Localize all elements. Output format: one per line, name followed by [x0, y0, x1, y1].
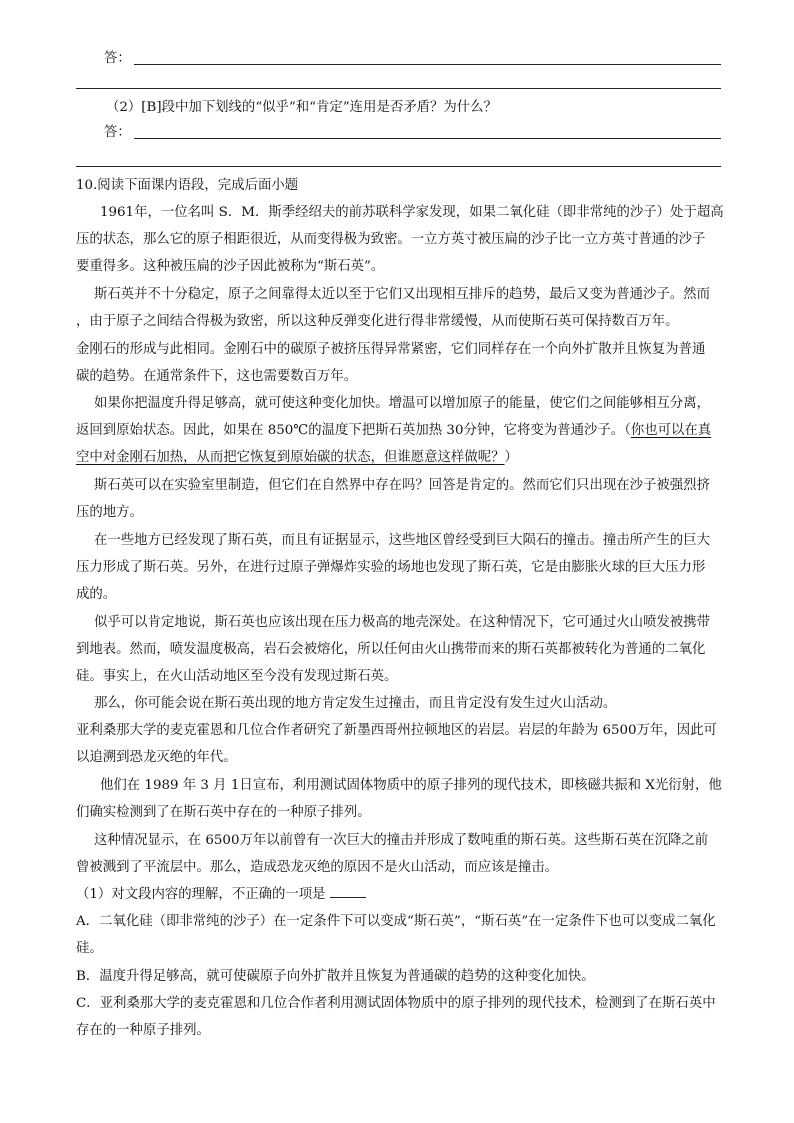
passage-line: ，由于原子之间结合得极为致密，所以这种反弹变化进行得非常缓慢，从而使斯石英可保持数百万年。 [76, 314, 679, 329]
answer-blank-3[interactable] [134, 138, 721, 139]
option-a-line: A．二氧化硅（即非常纯的沙子）在一定条件下可以变成“斯石英”，“斯石英”在一定条件下也可以变成二氧化 [76, 914, 716, 929]
passage-line: 压的地方。 [76, 505, 143, 520]
passage-line: 曾被溅到了平流层中。那么，造成恐龙灭绝的原因不是火山活动，而应该是撞击。 [76, 860, 559, 875]
answer-blank-choice[interactable] [330, 885, 366, 898]
passage-line: 在一些地方已经发现了斯石英，而且有证据显示，这些地区曾经受到巨大陨石的撞击。撞击所产生的巨大 [94, 533, 710, 548]
passage-line: 压力形成了斯石英。另外，在进行过原子弹爆炸实验的场地也发现了斯石英，它是由膨胀火球的巨大压力形 [76, 560, 706, 575]
answer-label: 答： [104, 125, 131, 140]
passage-line: 斯石英并不十分稳定，原子之间靠得太近以至于它们又出现相互排斥的趋势，最后又变为普通沙子。然而 [94, 287, 710, 302]
answer-row-2 [104, 122, 721, 142]
option-b-line: B．温度升得足够高，就可使碳原子向外扩散并且恢复为普通碳的趋势的这种变化加快。 [76, 969, 595, 984]
question-9-2: （2）[B]段中加下划线的“似乎”和“肯定”连用是否矛盾？为什么？ [106, 100, 497, 115]
underlined-text: 空中对金刚石加热，从而把它恢复到原始碳的状态，但谁愿意这样做呢？ [76, 450, 505, 465]
passage-line: 压的状态，那么它的原子相距很近，从而变得极为致密。一立方英寸被压扁的沙子比一立方英寸普通的沙子 [76, 232, 706, 247]
passage-line: 这种情况显示，在 6500万年以前曾有一次巨大的撞击并形成了数吨重的斯石英。这些斯石英在沉降之前 [94, 833, 709, 848]
option-c-line: 存在的一种原子排列。 [76, 1023, 210, 1038]
passage-line: 那么，你可能会说在斯石英出现的地方肯定发生过撞击，而且肯定没有发生过火山活动。 [94, 696, 617, 711]
passage-line: 到地表。然而，喷发温度极高，岩石会被熔化，所以任何由火山携带而来的斯石英都被转化为普通的二氧化 [76, 642, 706, 657]
answer-blank-1[interactable] [134, 64, 721, 65]
option-a-line: 硅。 [76, 941, 103, 956]
passage-line: 要重得多。这种被压扁的沙子因此被称为“斯石英”。 [76, 259, 385, 274]
passage-line: 如果你把温度升得足够高，就可使这种变化加快。增温可以增加原子的能量，使它们之间能够相互分离， [94, 396, 710, 411]
passage-text: 返回到原始状态。因此，如果在 850℃的温度下把斯石英加热 30分钟，它将变为普通沙子。（ [76, 423, 631, 438]
question-10-title: 10.阅读下面课内语段，完成后面小题 [76, 178, 299, 193]
passage-line-with-underline [76, 420, 711, 442]
passage-line: 金刚石的形成与此相同。金刚石中的碳原子被挤压得异常紧密，它们同样存在一个向外扩散并且恢复为普通 [76, 342, 706, 357]
passage-line: 以追溯到恐龙灭绝的年代。 [76, 750, 237, 765]
passage-line: 碳的趋势。在通常条件下，这也需要数百万年。 [76, 369, 358, 384]
passage-line-with-underline [76, 447, 518, 469]
passage-line: 似乎可以肯定地说，斯石英也应该出现在压力极高的地壳深处。在这种情况下，它可通过火山喷发被携带 [94, 615, 710, 630]
passage-line: 们确实检测到了在斯石英中存在的一种原子排列。 [76, 805, 371, 820]
question-text: （1）对文段内容的理解，不正确的一项是 [76, 887, 326, 902]
underlined-text: 你也可以在真 [630, 423, 712, 438]
passage-line: 他们在 1989 年 3 月 1日宣布，利用测试固体物质中的原子排列的现代技术，即核磁共振和 X光衍射，他 [100, 778, 722, 793]
question-10-1 [76, 884, 366, 906]
answer-label: 答： [104, 51, 131, 66]
passage-line: 亚利桑那大学的麦克霍恩和几位合作者研究了新墨西哥州拉顿地区的岩层。岩层的年龄为 6500万年，因此可 [76, 723, 717, 738]
passage-line: 成的。 [76, 587, 117, 602]
option-c-line: C．亚利桑那大学的麦克霍恩和几位合作者利用测试固体物质中的原子排列的现代技术，检测到了在斯石英中 [76, 996, 716, 1011]
answer-blank-4[interactable] [76, 166, 721, 167]
passage-text: ） [504, 450, 518, 465]
answer-blank-2[interactable] [76, 88, 721, 89]
passage-line: 斯石英可以在实验室里制造，但它们在自然界中存在吗？回答是肯定的。然而它们只出现在沙子被强烈挤 [94, 478, 710, 493]
passage-line: 硅。事实上，在火山活动地区至今没有发现过斯石英。 [76, 669, 398, 684]
answer-row-1 [104, 48, 721, 68]
passage-line: 1961年，一位名叫 S．M．斯季经绍夫的前苏联科学家发现，如果二氧化硅（即非常纯的沙子）处于超高 [100, 205, 724, 220]
